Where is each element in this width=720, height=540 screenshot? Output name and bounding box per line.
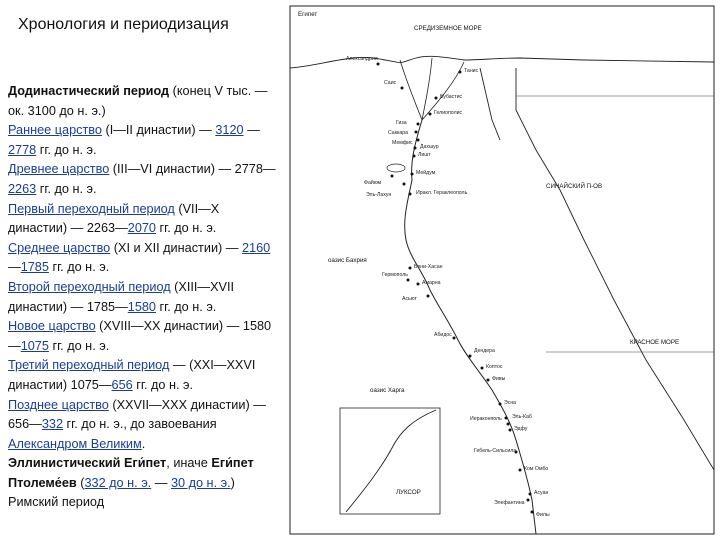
alexander-link[interactable]: Александром Великим (8, 436, 142, 451)
period-name-alt: Еги́пет Птолеме́ев (8, 456, 254, 490)
svg-text:Эль-Каб: Эль-Каб (512, 414, 532, 420)
period-link-late-kingdom[interactable]: Позднее царство (8, 397, 109, 412)
sea-north-label: СРЕДИЗЕМНОЕ МОРЕ (414, 25, 482, 32)
year-link[interactable]: 1075 (20, 338, 49, 353)
svg-text:Филы: Филы (536, 512, 550, 518)
periods-text: Додинастический период (конец V тыс. — ок. 3100 до н. э.) Раннее царство (I—II династии) — 3120 —2778 гг. до н. э. Древнее царство (III—VI династии) — 2778—2263 гг. до н. э. Первый переходный период (VII—X династии) — 2263—2070 гг. до н. э. Среднее царство (XI и XII династии) — 2160—1785 гг. до н. э. Второй переходный период (XIII—XVII династии) — 1785—1580 гг. до н. э. Новое царство (XVIII—XX династии) — 1580—1075 гг. до н. э. Третий переходный период — (XXI—XXVI династии) 1075—656 гг. до н. э. Позднее царство (XXVII—XXX династии) — 656—332 гг. до н. э., до завоевания Александром Великим. Эллинистический Еги́пет, иначе Еги́пет Птолеме́ев (332 до н. э. — 30 до н. э.) Римский период (8, 84, 276, 510)
period-link-early-kingdom[interactable]: Раннее царство (8, 123, 102, 138)
oasis-kharga-label: оазис Харга (370, 387, 405, 394)
red-sea-label: КРАСНОЕ МОРЕ (630, 339, 680, 346)
year-link[interactable]: 332 до н. э. (84, 475, 152, 490)
svg-text:Абидос: Абидос (434, 332, 452, 338)
period-link-middle-kingdom[interactable]: Среднее царство (8, 240, 111, 255)
svg-text:Иераконполь: Иераконполь (470, 416, 502, 422)
period-link-first-intermediate[interactable]: Первый переходный период (8, 201, 175, 216)
svg-text:Асьют: Асьют (402, 296, 417, 302)
svg-text:Коптос: Коптос (486, 364, 503, 370)
year-link[interactable]: 2160 (242, 240, 271, 255)
svg-text:Лишт: Лишт (418, 152, 431, 158)
svg-text:Александрия: Александрия (346, 56, 378, 62)
svg-text:Мемфис: Мемфис (392, 140, 413, 146)
oasis-baharia-label: оазис Бахрия (328, 257, 367, 264)
svg-text:Саис: Саис (384, 80, 397, 86)
luxor-inset (340, 408, 440, 514)
svg-text:Бубастис: Бубастис (440, 94, 463, 100)
luxor-label: ЛУКСОР (396, 489, 421, 496)
slide-title: Хронология и периодизация (18, 16, 229, 33)
svg-text:Гермополь: Гермополь (382, 272, 408, 278)
sinai-label: СИНАЙСКИЙ П-ОВ (546, 183, 603, 190)
svg-text:Саккара: Саккара (388, 130, 408, 136)
svg-text:Эль-Лахун: Эль-Лахун (366, 192, 392, 198)
svg-text:Дендера: Дендера (474, 348, 495, 354)
period-link-third-intermediate[interactable]: Третий переходный период (8, 358, 170, 373)
year-link[interactable]: 332 (41, 417, 64, 432)
period-link-old-kingdom[interactable]: Древнее царство (8, 162, 110, 177)
year-link[interactable]: 1785 (20, 260, 49, 275)
svg-text:Мейдум: Мейдум (416, 170, 436, 176)
svg-text:Гиза: Гиза (396, 120, 407, 126)
egypt-map (284, 0, 720, 540)
svg-text:Бени-Хасан: Бени-Хасан (414, 264, 443, 270)
svg-text:Асуан: Асуан (534, 490, 549, 496)
year-link[interactable]: 2070 (127, 221, 156, 236)
svg-text:Ком Омбо: Ком Омбо (524, 466, 549, 472)
period-link-second-intermediate[interactable]: Второй переходный период (8, 279, 171, 294)
svg-text:Эсна: Эсна (504, 400, 517, 406)
map-svg (284, 0, 720, 540)
period-name: Римский период (8, 495, 105, 510)
year-link[interactable]: 656 (111, 377, 133, 392)
svg-text:Фивы: Фивы (492, 376, 506, 382)
period-link-new-kingdom[interactable]: Новое царство (8, 319, 96, 334)
year-link[interactable]: 30 до н. э. (170, 475, 231, 490)
svg-text:Иракл. Гераклеополь: Иракл. Гераклеополь (416, 190, 468, 196)
svg-text:Эдфу: Эдфу (514, 426, 528, 432)
svg-text:Танис: Танис (464, 68, 479, 74)
svg-text:Амарна: Амарна (422, 280, 441, 286)
svg-text:Гебель-Сильсила: Гебель-Сильсила (474, 448, 517, 454)
year-link[interactable]: 3120 (215, 123, 244, 138)
svg-text:Дахшур: Дахшур (420, 144, 439, 150)
year-link[interactable]: 2263 (8, 181, 37, 196)
map-title: Египет (298, 11, 318, 18)
year-link[interactable]: 2778 (8, 142, 37, 157)
svg-text:Гелиополис: Гелиополис (434, 110, 463, 116)
year-link[interactable]: 1580 (127, 299, 156, 314)
period-name: Додинастический период (8, 84, 170, 98)
svg-text:Элефантина: Элефантина (494, 500, 525, 506)
svg-text:Файюм: Файюм (364, 180, 382, 186)
period-name: Эллинистический Еги́пет (8, 456, 167, 471)
